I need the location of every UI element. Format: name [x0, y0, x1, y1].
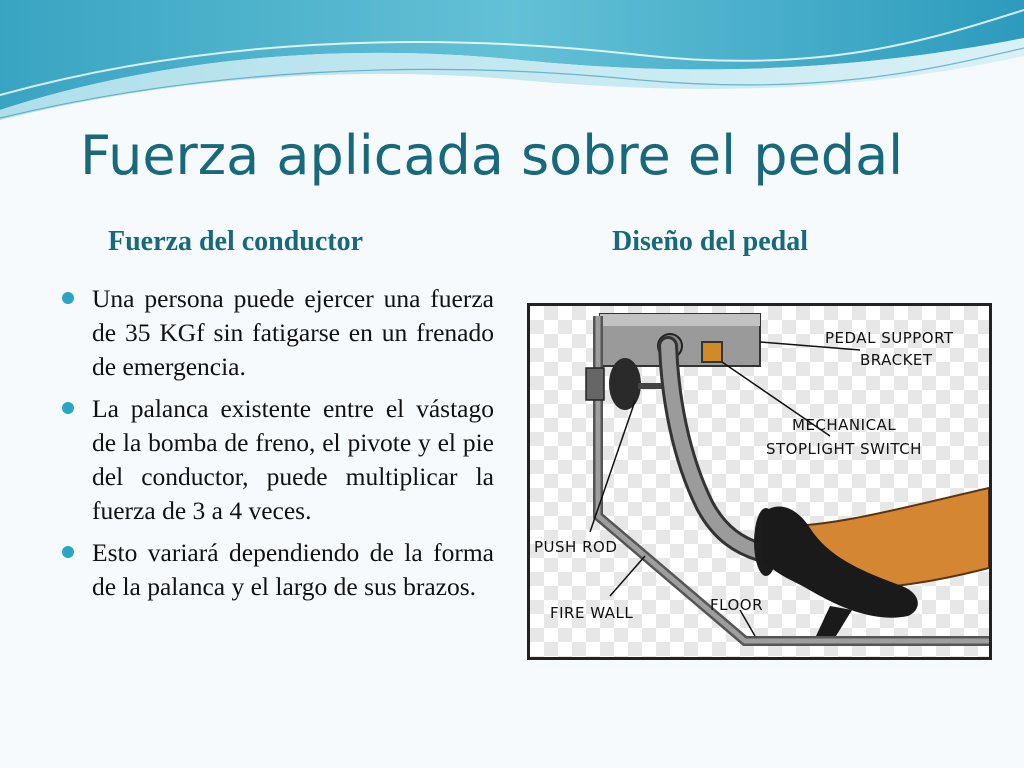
bullet-item — [62, 536, 494, 604]
pedal-diagram — [527, 303, 992, 660]
bullet-item — [62, 282, 494, 384]
label-floor: FLOOR — [710, 596, 763, 614]
bracket-highlight — [600, 314, 760, 326]
slide-title: Fuerza aplicada sobre el pedal — [80, 124, 904, 187]
decorative-wave-header — [0, 0, 1024, 130]
bullet-list — [62, 282, 494, 612]
label-pedal-support-line2: BRACKET — [860, 351, 933, 369]
bullet-text: Esto variará dependiendo de la forma de la palanca y el largo de sus brazos. — [92, 538, 494, 601]
bullet-dot-icon — [62, 402, 74, 414]
bullet-text: La palanca existente entre el vástago de la bomba de freno, el pivote y el pie del conductor, puede multiplicar la fuerza de 3 a 4 veces. — [92, 394, 494, 525]
bullet-dot-icon — [62, 546, 74, 558]
label-stoplight-line2: STOPLIGHT SWITCH — [766, 440, 922, 458]
pedal-diagram-illustration — [530, 306, 989, 657]
bullet-dot-icon — [62, 292, 74, 304]
label-push-rod: PUSH ROD — [534, 538, 618, 556]
right-column-heading: Diseño del pedal — [612, 226, 809, 257]
pedal-arm-shape — [668, 346, 760, 552]
left-column-heading: Fuerza del conductor — [108, 226, 364, 257]
stoplight-switch-shape — [702, 342, 722, 362]
shoe-heel-shape — [816, 606, 852, 636]
label-stoplight-line1: MECHANICAL — [792, 416, 897, 434]
leader-line-fire-wall — [610, 556, 645, 596]
master-cylinder-shape — [586, 368, 604, 400]
bullet-text: Una persona puede ejercer una fuerza de 35 KGf sin fatigarse en un frenado de emergencia. — [92, 284, 494, 381]
push-rod-boot-shape — [609, 358, 641, 410]
bullet-item — [62, 392, 494, 528]
label-pedal-support-line1: PEDAL SUPPORT — [825, 329, 954, 347]
label-fire-wall: FIRE WALL — [550, 604, 634, 622]
